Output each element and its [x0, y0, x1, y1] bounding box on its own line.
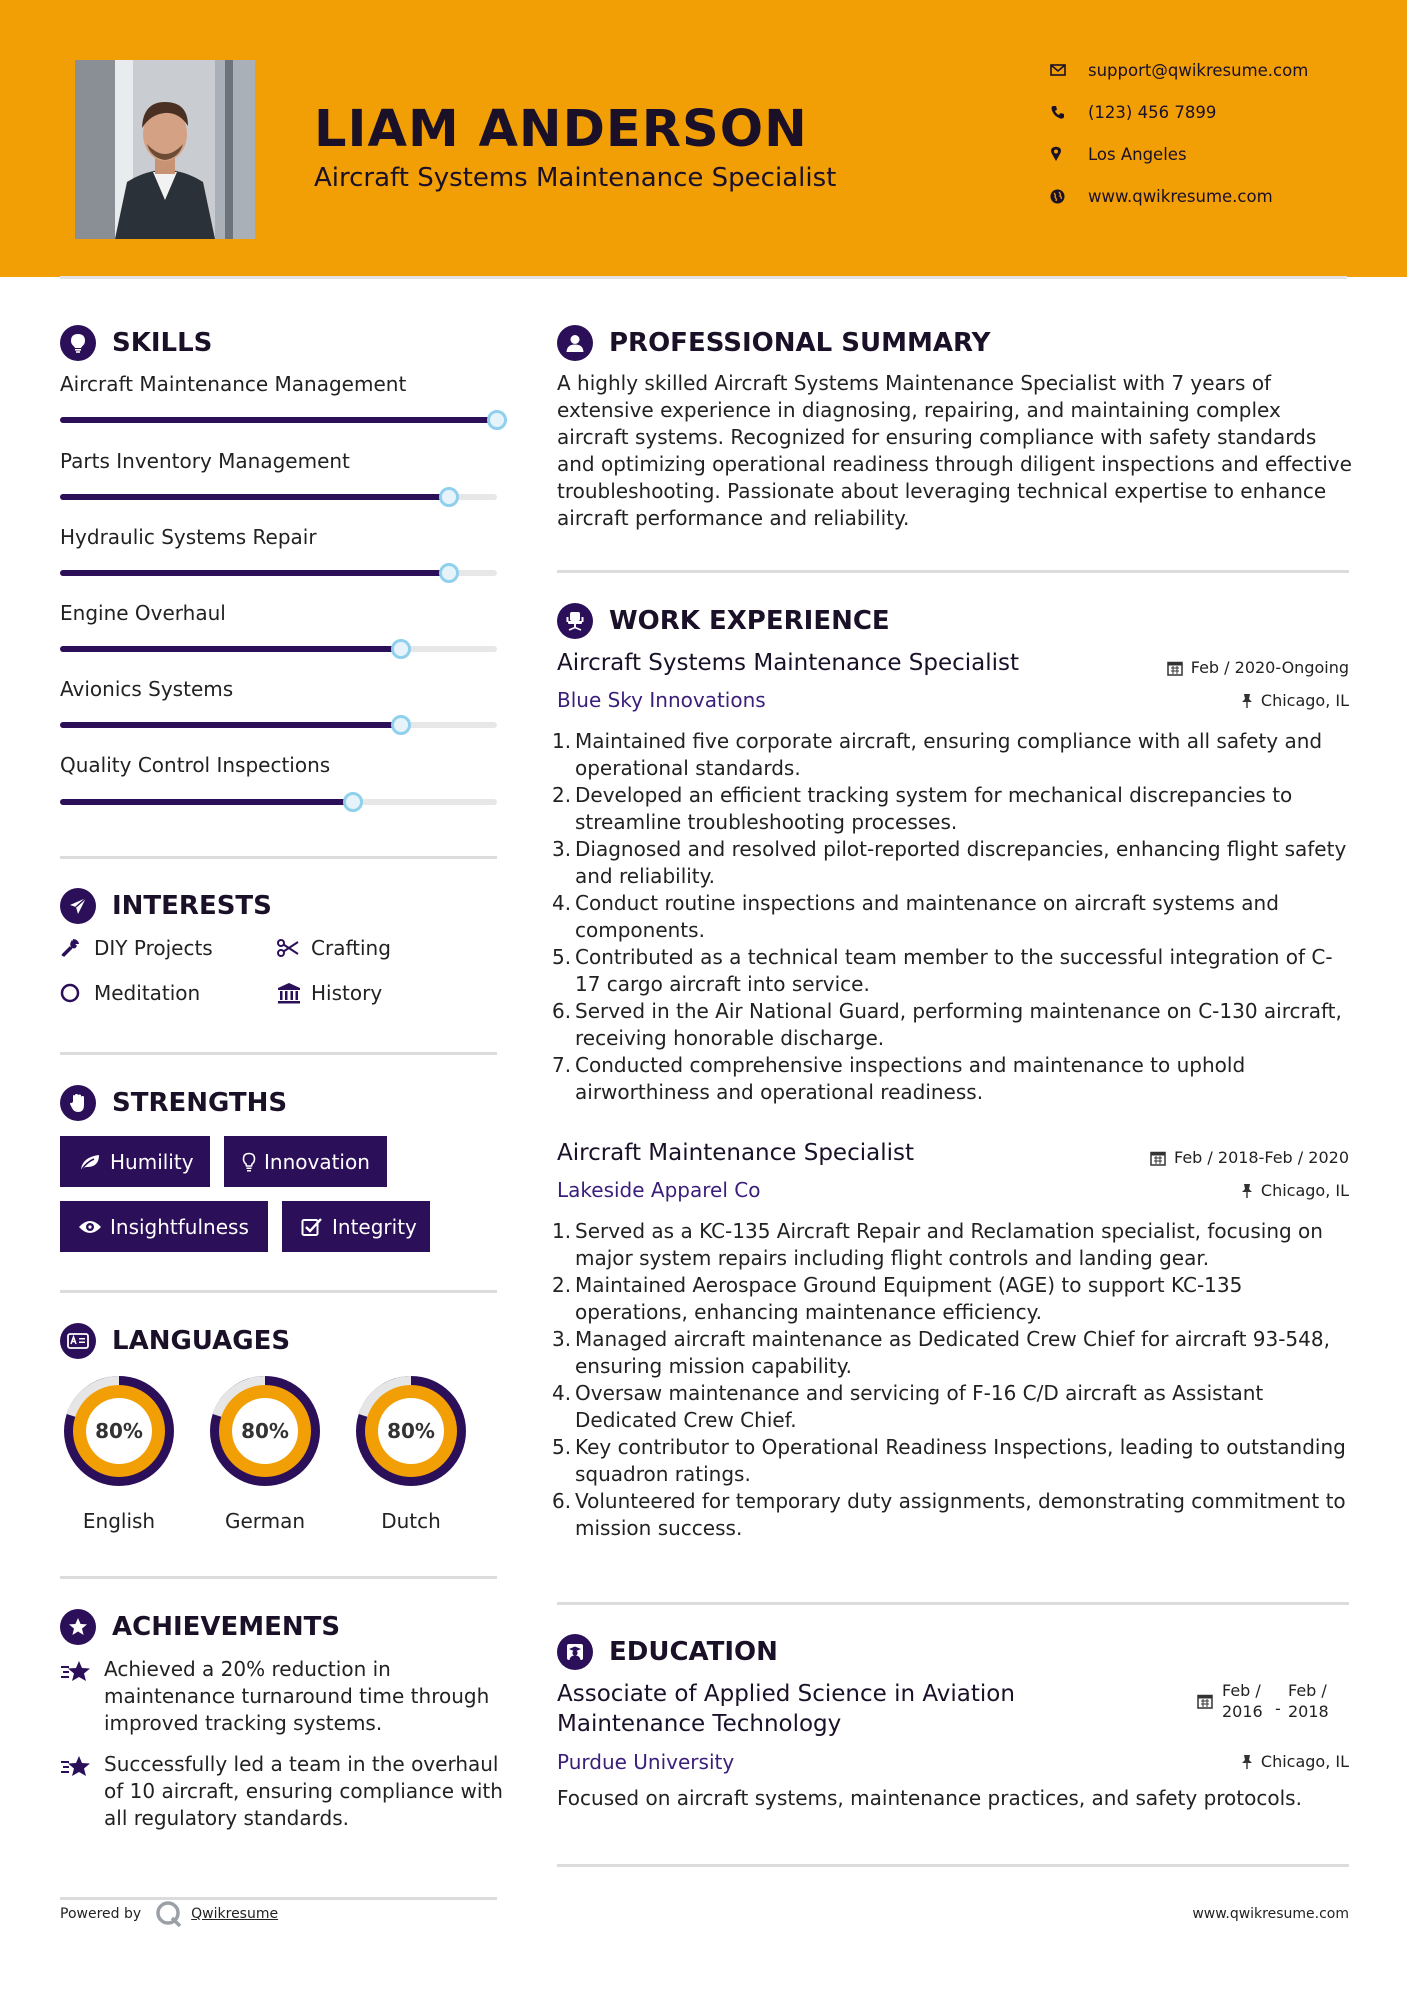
list-item: Conduct routine inspections and maintenance on aircraft systems and components.: [575, 891, 1279, 942]
language-ring: [349, 1369, 473, 1493]
list-item: Maintained five corporate aircraft, ensuring compliance with all safety and operational standards.: [575, 729, 1323, 780]
leaf-icon: [72, 1153, 108, 1171]
skill-label: Parts Inventory Management: [60, 449, 350, 473]
job-location: Chicago, IL: [1241, 1181, 1349, 1200]
skill-knob: [487, 410, 507, 430]
section-divider: [60, 1052, 497, 1055]
language-percent: 80%: [95, 1419, 143, 1443]
degree-title-line2: Maintenance Technology: [557, 1711, 842, 1737]
skill-label: Aircraft Maintenance Management: [60, 372, 407, 396]
school-name: Purdue University: [557, 1750, 735, 1774]
candidate-role: Aircraft Systems Maintenance Specialist: [314, 163, 837, 193]
interest-item: History: [277, 981, 382, 1005]
achievement-text: Successfully led a team in the overhaul of 10 aircraft, ensuring compliance with all regulatory standards.: [104, 1752, 503, 1830]
job-dates: Feb / 2018-Feb / 2020: [1150, 1148, 1349, 1167]
skill-bar: [60, 799, 497, 805]
language-label: German: [224, 1509, 306, 1533]
skill-knob: [439, 487, 459, 507]
strength-tag: Insightfulness: [60, 1201, 268, 1252]
language-icon: [60, 1323, 96, 1359]
education-end-month: Feb /: [1288, 1681, 1327, 1700]
skill-label: Quality Control Inspections: [60, 753, 331, 777]
map-pin-icon: [1050, 146, 1088, 162]
list-item: Served in the Air National Guard, performing maintenance on C-130 aircraft, receiving honorable discharge.: [575, 999, 1342, 1050]
interest-item: Meditation: [60, 981, 200, 1005]
company-name: Lakeside Apparel Co: [557, 1178, 761, 1202]
lightbulb-icon: [60, 325, 96, 361]
list-item: Developed an efficient tracking system for mechanical discrepancies to streamline troubleshooting processes.: [575, 783, 1293, 834]
skill-knob: [391, 639, 411, 659]
language-item: [203, 1369, 327, 1533]
list-item: Maintained Aerospace Ground Equipment (AGE) to support KC-135 operations, enhancing maintenance efficiency.: [575, 1273, 1243, 1324]
date-separator: -: [1275, 1699, 1281, 1718]
list-item: Served as a KC-135 Aircraft Repair and Reclamation specialist, focusing on major system repairs including flight controls and landing gear.: [575, 1219, 1323, 1270]
languages-heading: LANGUAGES: [60, 1323, 290, 1359]
checkbox-icon: [294, 1217, 330, 1237]
language-percent: 80%: [241, 1419, 289, 1443]
summary-text: A highly skilled Aircraft Systems Maintenance Specialist with 7 years of extensive experience in diagnosing, repairing, and maintaining complex aircraft systems. Recognized for ensuring compliance with safety standards and optimizing operational readiness through diligent inspections and effective troubleshooting. Passionate about leveraging technical expertise to enhance aircraft performance and reliability.: [557, 371, 1352, 530]
qwikresume-logo-icon: [155, 1900, 183, 1928]
contact-phone[interactable]: (123) 456 7899: [1050, 97, 1370, 127]
list-item: Volunteered for temporary duty assignments, demonstrating commitment to mission success.: [575, 1489, 1346, 1540]
language-item: [349, 1369, 473, 1533]
language-label: Dutch: [381, 1509, 441, 1533]
job-bullets: [575, 728, 1353, 1106]
header-divider: [60, 276, 1347, 279]
pushpin-icon: [1241, 1183, 1253, 1199]
scissors-icon: [277, 939, 311, 957]
calendar-icon: [1197, 1693, 1213, 1713]
skills-heading: SKILLS: [60, 325, 212, 361]
list-item: Oversaw maintenance and servicing of F-16 C/D aircraft as Assistant Dedicated Crew Chief.: [575, 1381, 1264, 1432]
education-start-month: Feb /: [1222, 1681, 1261, 1700]
experience-heading: WORK EXPERIENCE: [557, 603, 890, 639]
hand-icon: [60, 1085, 96, 1121]
skill-knob: [439, 563, 459, 583]
interests-heading: INTERESTS: [60, 888, 272, 924]
skill-bar: [60, 722, 497, 728]
skill-bar: [60, 570, 497, 576]
paper-plane-icon: [60, 888, 96, 924]
pushpin-icon: [1241, 693, 1253, 709]
section-divider: [557, 1864, 1349, 1867]
section-divider: [60, 1290, 497, 1293]
interest-item: DIY Projects: [60, 936, 213, 960]
list-item: Managed aircraft maintenance as Dedicated Crew Chief for aircraft 93-548, ensuring mission capability.: [575, 1327, 1330, 1378]
education-dates: [1197, 1681, 1349, 1725]
language-percent: 80%: [387, 1419, 435, 1443]
skill-bar: [60, 646, 497, 652]
office-chair-icon: [557, 603, 593, 639]
job-title: Aircraft Systems Maintenance Specialist: [557, 650, 1020, 676]
education-description: Focused on aircraft systems, maintenance practices, and safety protocols.: [557, 1786, 1302, 1810]
footer-powered-by: Powered by Qwikresume: [60, 1900, 278, 1928]
strength-tag: Innovation: [224, 1136, 387, 1187]
language-label: English: [82, 1509, 156, 1533]
envelope-icon: [1050, 63, 1088, 77]
skill-label: Engine Overhaul: [60, 601, 226, 625]
lightbulb-icon: [236, 1152, 262, 1172]
globe-icon: [1050, 189, 1088, 204]
education-start-year: 2016: [1222, 1702, 1263, 1721]
job-dates: Feb / 2020-Ongoing: [1167, 658, 1349, 677]
candidate-name: LIAM ANDERSON: [314, 100, 808, 159]
museum-icon: [277, 982, 311, 1004]
footer-url[interactable]: www.qwikresume.com: [1192, 1906, 1349, 1922]
company-name: Blue Sky Innovations: [557, 688, 766, 712]
education-end-year: 2018: [1288, 1702, 1329, 1721]
interest-item: Crafting: [277, 936, 391, 960]
strengths-heading: STRENGTHS: [60, 1085, 287, 1121]
section-divider: [60, 856, 497, 859]
contact-website[interactable]: www.qwikresume.com: [1050, 181, 1370, 211]
job-location: Chicago, IL: [1241, 691, 1349, 710]
education-location: Chicago, IL: [1241, 1752, 1349, 1771]
contact-email[interactable]: support@qwikresume.com: [1050, 55, 1370, 85]
section-divider: [557, 570, 1349, 573]
pushpin-icon: [1241, 1754, 1253, 1770]
section-divider: [60, 1576, 497, 1579]
summary-heading: PROFESSIONAL SUMMARY: [557, 325, 990, 361]
skill-bar: [60, 417, 497, 423]
skill-knob: [391, 715, 411, 735]
achievements-heading: ACHIEVEMENTS: [60, 1609, 340, 1645]
strength-tag: Humility: [60, 1136, 210, 1187]
footer-brand-link[interactable]: Qwikresume: [191, 1906, 279, 1922]
degree-title-line1: Associate of Applied Science in Aviation: [557, 1681, 1015, 1707]
section-divider: [557, 1602, 1349, 1605]
user-icon: [557, 325, 593, 361]
circle-icon: [60, 983, 94, 1003]
profile-photo: [75, 60, 255, 239]
language-ring: [203, 1369, 327, 1493]
calendar-icon: [1150, 1150, 1166, 1166]
eye-icon: [72, 1219, 108, 1235]
skill-bar: [60, 494, 497, 500]
resume-header: [0, 0, 1407, 277]
job-title: Aircraft Maintenance Specialist: [557, 1140, 914, 1166]
wrench-icon: [60, 938, 94, 958]
list-item: Conducted comprehensive inspections and maintenance to uphold airworthiness and operational readiness.: [575, 1053, 1246, 1104]
skill-knob: [343, 792, 363, 812]
phone-icon: [1050, 105, 1088, 120]
list-item: Key contributor to Operational Readiness Inspections, leading to outstanding squadron ratings.: [575, 1435, 1346, 1486]
list-item: Diagnosed and resolved pilot-reported discrepancies, enhancing flight safety and reliability.: [575, 837, 1347, 888]
calendar-icon: [1167, 660, 1183, 676]
skill-label: Avionics Systems: [60, 677, 234, 701]
star-icon: [60, 1755, 92, 1783]
education-heading: EDUCATION: [557, 1634, 778, 1670]
contact-location: Los Angeles: [1050, 139, 1370, 169]
achievement-text: Achieved a 20% reduction in maintenance turnaround time through improved tracking systems.: [104, 1657, 490, 1735]
strength-tag: Integrity: [282, 1201, 430, 1252]
graduate-icon: [557, 1634, 593, 1670]
list-item: Contributed as a technical team member to the successful integration of C-17 cargo aircraft into service.: [575, 945, 1333, 996]
language-ring: [57, 1369, 181, 1493]
star-badge-icon: [60, 1609, 96, 1645]
job-bullets: [575, 1218, 1353, 1542]
language-item: [57, 1369, 181, 1533]
skill-label: Hydraulic Systems Repair: [60, 525, 317, 549]
star-icon: [60, 1660, 92, 1688]
